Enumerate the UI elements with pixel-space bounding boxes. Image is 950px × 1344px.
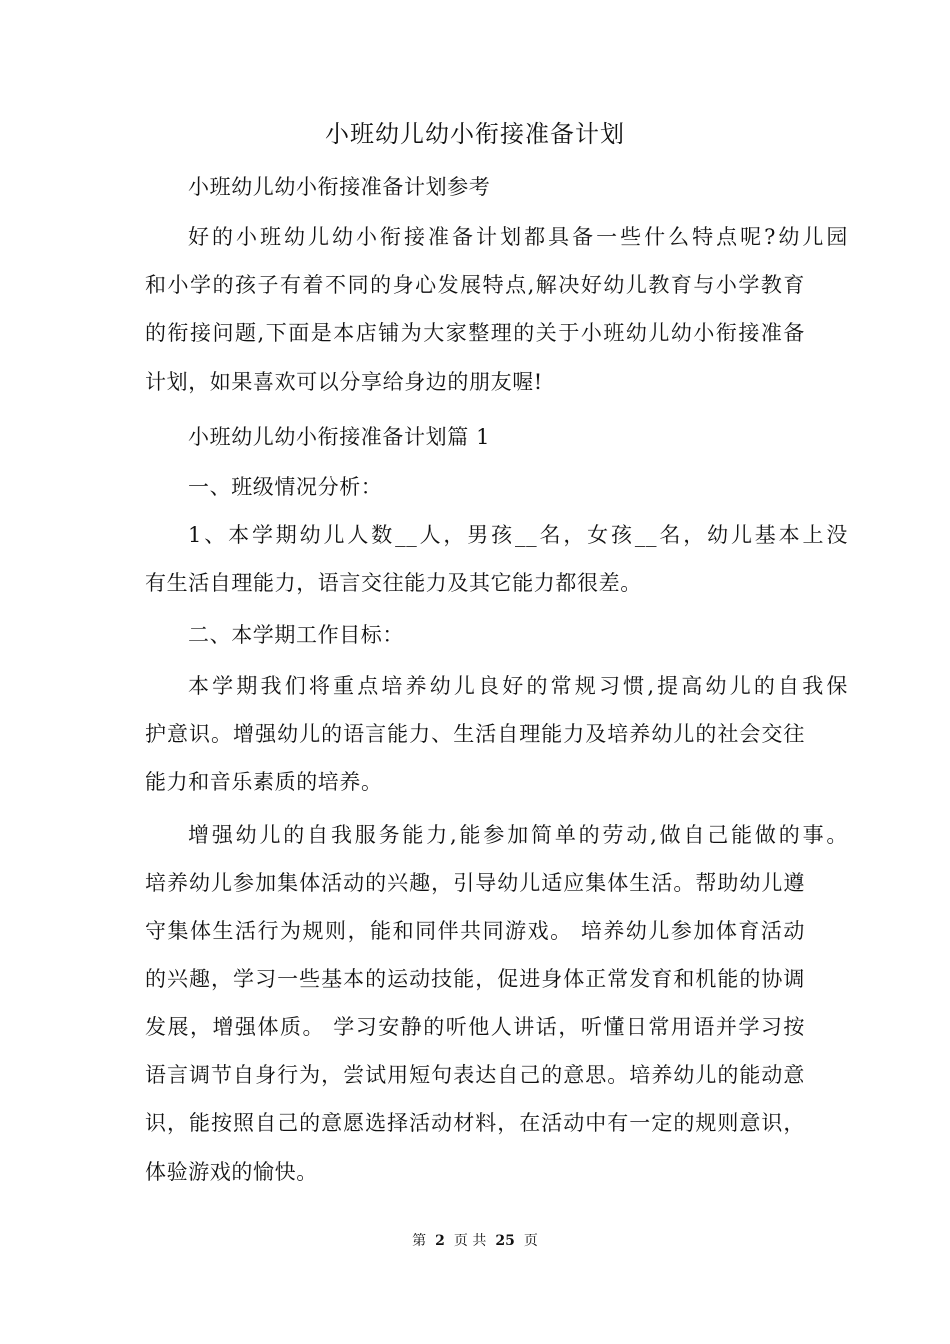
paragraph-line: 有生活自理能力，语言交往能力及其它能力都很差。 xyxy=(145,571,642,595)
paragraph-line: 语言调节自身行为，尝试用短句表达自己的意思。培养幼儿的能动意 xyxy=(145,1063,805,1087)
paragraph-line: 识，能按照自己的意愿选择活动材料，在活动中有一定的规则意识， xyxy=(145,1111,805,1135)
footer-middle: 页 共 xyxy=(453,1233,487,1249)
paragraph-line: 护意识。增强幼儿的语言能力、生活自理能力及培养幼儿的社会交往 xyxy=(145,722,805,746)
paragraph-line: 1、本学期幼儿人数__人，男孩__名，女孩__名，幼儿基本上没 xyxy=(188,523,848,547)
paragraph-line: 和小学的孩子有着不同的身心发展特点,解决好幼儿教育与小学教育 xyxy=(145,273,805,297)
subtitle-line: 小班幼儿幼小衔接准备计划参考 xyxy=(188,175,491,199)
paragraph-line: 能力和音乐素质的培养。 xyxy=(145,770,383,794)
paragraph-line: 的衔接问题,下面是本店铺为大家整理的关于小班幼儿幼小衔接准备 xyxy=(145,321,805,345)
section-heading: 小班幼儿幼小衔接准备计划篇 1 xyxy=(188,425,491,449)
footer-total-pages: 25 xyxy=(495,1233,515,1249)
paragraph-line: 培养幼儿参加集体活动的兴趣，引导幼儿适应集体生活。帮助幼儿遵 xyxy=(145,871,805,895)
footer-prefix: 第 xyxy=(412,1233,427,1249)
paragraph-line: 好的小班幼儿幼小衔接准备计划都具备一些什么特点呢?幼儿园 xyxy=(188,225,848,249)
document-title: 小班幼儿幼小衔接准备计划 xyxy=(325,120,625,148)
section-heading: 二、本学期工作目标： xyxy=(188,623,404,647)
paragraph-line: 发展，增强体质。 学习安静的听他人讲话，听懂日常用语并学习按 xyxy=(145,1015,805,1039)
paragraph-line: 计划，如果喜欢可以分享给身边的朋友喔! xyxy=(145,370,543,394)
section-heading: 一、班级情况分析： xyxy=(188,475,383,499)
page-number-footer xyxy=(0,1230,950,1252)
paragraph-line: 守集体生活行为规则，能和同伴共同游戏。 培养幼儿参加体育活动 xyxy=(145,919,805,943)
paragraph-line: 体验游戏的愉快。 xyxy=(145,1160,318,1184)
paragraph-line: 增强幼儿的自我服务能力,能参加简单的劳动,做自己能做的事。 xyxy=(188,823,848,847)
footer-suffix: 页 xyxy=(523,1233,538,1249)
paragraph-line: 的兴趣，学习一些基本的运动技能，促进身体正常发育和机能的协调 xyxy=(145,967,805,991)
footer-page-number: 2 xyxy=(435,1233,445,1249)
paragraph-line: 本学期我们将重点培养幼儿良好的常规习惯,提高幼儿的自我保 xyxy=(188,674,848,698)
